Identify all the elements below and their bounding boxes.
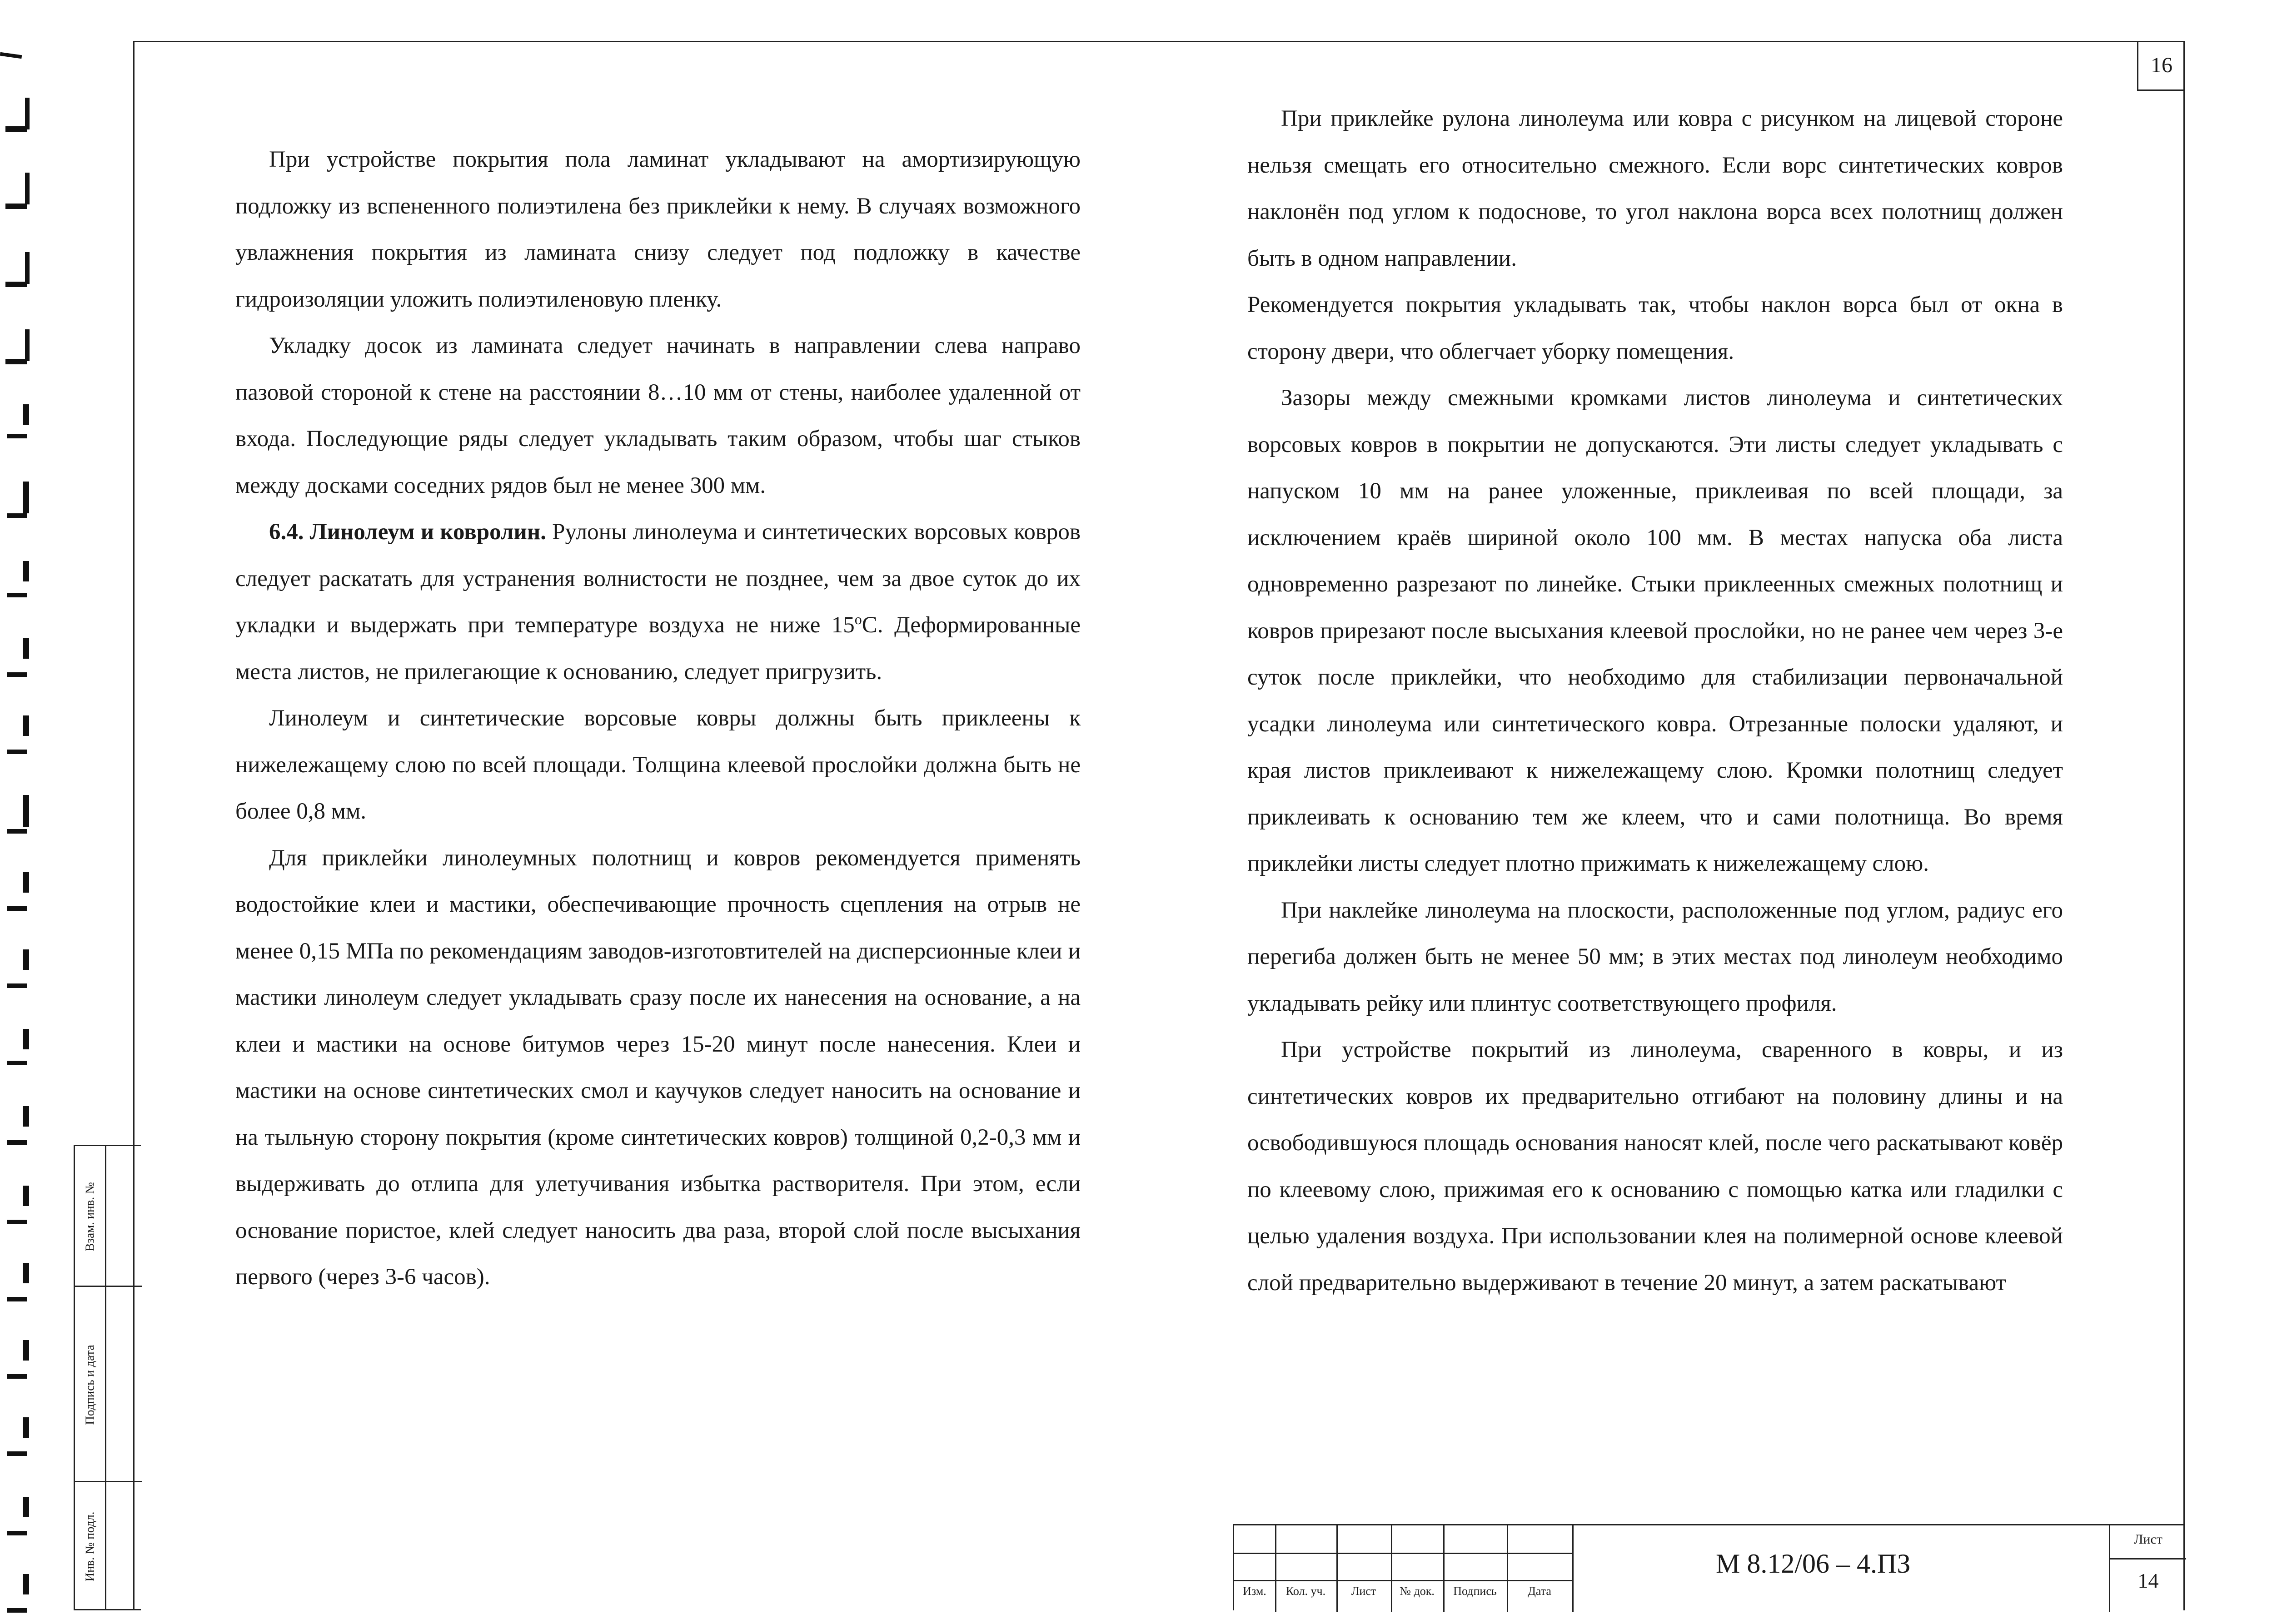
paragraph: Укладку досок из ламината следует начинать в направлении слева направо пазовой стороной к стене на расстоянии 8…10 мм от стены, наиболее удаленной от входа. Последующие ряды следует укладывать таким образом, чтобы шаг стыков между досками соседних рядов был не менее 300 мм. — [235, 333, 1081, 498]
paragraph: При устройстве покрытия пола ламинат укладывают на амортизирующую подложку из вспененного полиэтилена без приклейки к нему. В случаях возможного увлажнения покрытия из ламината снизу следует под подложку в качестве гидроизоляции уложить полиэтиленовую пленку. — [235, 147, 1081, 312]
paragraph-section-6-4 — [235, 509, 1081, 695]
sheet-number: 14 — [2137, 1569, 2159, 1592]
left-text-column — [235, 136, 1081, 1301]
paragraph: Зазоры между смежными кромками листов линолеума и синтетических ворсовых ковров в покрытии не допускаются. Эти листы следует укладывать с напуском 10 мм на ранее уложенные, приклеивая по всей площади, за исключением краёв шириной около 100 мм. В местах напуска оба листа одновременно разрезают по линейке. Стыки приклеенных смежных полотнищ и ковров прирезают после высыхания клеевой прослойки, но не ранее чем через 3-е суток после приклейки, что необходимо для стабилизации первоначальной усадки линолеума или синтетического ковра. Отрезанные полоски удаляют, и края листов приклеивают к нижележащему слою. Кромки полотнищ следует приклеивать к основанию тем же клеем, что и сами полотнища. Во время приклейки листы следует плотно прижимать к нижележащему слою. — [1247, 385, 2063, 876]
stamp-signature-label: Подпись и дата — [83, 1344, 97, 1425]
col-label-signature: Подпись — [1453, 1584, 1497, 1598]
page-number: 16 — [2137, 41, 2185, 91]
section-heading: 6.4. Линолеум и ковролин. — [269, 519, 547, 545]
sheet-label: Лист — [2134, 1532, 2162, 1547]
col-label-list: Лист — [1351, 1584, 1376, 1598]
right-text-column — [1247, 95, 2063, 1306]
margin-stamp — [74, 1145, 141, 1610]
document-designation: М 8.12/06 – 4.ПЗ — [1716, 1549, 1911, 1579]
col-label-kol-uch: Кол. уч. — [1285, 1584, 1326, 1598]
binding-marks — [0, 0, 55, 1624]
revision-grid — [1234, 1525, 1572, 1612]
degree-superscript: o — [854, 611, 862, 627]
sheet-box — [2109, 1525, 2186, 1612]
col-label-doc-no: № док. — [1400, 1584, 1435, 1598]
paragraph: Линолеум и синтетические ворсовые ковры должны быть приклеены к нижележащему слою по всей площади. Толщина клеевой прослойки должна быть не более 0,8 мм. — [235, 705, 1081, 824]
col-label-izm: Изм. — [1243, 1584, 1266, 1598]
paragraph-continuation: Рекомендуется покрытия укладывать так, чтобы наклон ворса был от окна в сторону двери, что облегчает уборку помещения. — [1247, 292, 2063, 364]
paragraph: При приклейке рулона линолеума или ковра с рисунком на лицевой стороне нельзя смещать его относительно смежного. Если ворс синтетических ковров наклонён под углом к подоснове, то угол наклона ворса всех полотнищ должен быть в одном направлении. — [1247, 106, 2063, 271]
paragraph: Для приклейки линолеумных полотнищ и ковров рекомендуется применять водостойкие клеи и мастики, обеспечивающие прочность сцепления на отрыв не менее 0,15 МПа по рекомендациям заводов-изготовтителей на дисперсионные клеи и мастики линолеум следует укладывать сразу после их нанесения на основание, а на клеи и мастики на основе битумов через 15-20 минут после нанесения. Клеи и мастики на основе синтетических смол и каучуков следует наносить на основание и на тыльную сторону покрытия (кроме синтетических ковров) толщиной 0,2-0,3 мм и выдерживать до отлипа для улетучивания избытка растворителя. При этом, если основание пористое, клей следует наносить два раза, второй слой после высыхания первого (через 3-6 часов). — [235, 845, 1081, 1290]
title-block — [1233, 1524, 2185, 1610]
paragraph-text: Рулоны линолеума и синтетических ворсовых ковров следует раскатать для устранения волнистости не позднее, чем за двое суток до их укладки и выдержать при температуре воздуха не ниже 15 — [235, 519, 1081, 638]
paragraph: При устройстве покрытий из линолеума, сваренного в ковры, и из синтетических ковров их предварительно отгибают на половину длины и на освободившуюся площадь основания наносят клей, после чего раскатывают ковёр по клеевому слою, прижимая его к основанию с помощью катка или гладилки с целью удаления воздуха. При использовании клея на полимерной основе клеевой слой предварительно выдерживают в течение 20 минут, а затем раскатывают — [1247, 1037, 2063, 1296]
paragraph-text: С. Деформированные места листов, не прилегающие к основанию, следует пригрузить. — [235, 612, 1081, 685]
paragraph: При наклейке линолеума на плоскости, расположенные под углом, радиус его перегиба должен быть не менее 50 мм; в этих местах под линолеум необходимо укладывать рейку или плинтус соответствующего профиля. — [1247, 897, 2063, 1016]
stamp-inv-label: Инв. № подл. — [83, 1511, 97, 1581]
stamp-vzam-label: Взам. инв. № — [83, 1182, 97, 1252]
col-label-date: Дата — [1528, 1584, 1551, 1598]
